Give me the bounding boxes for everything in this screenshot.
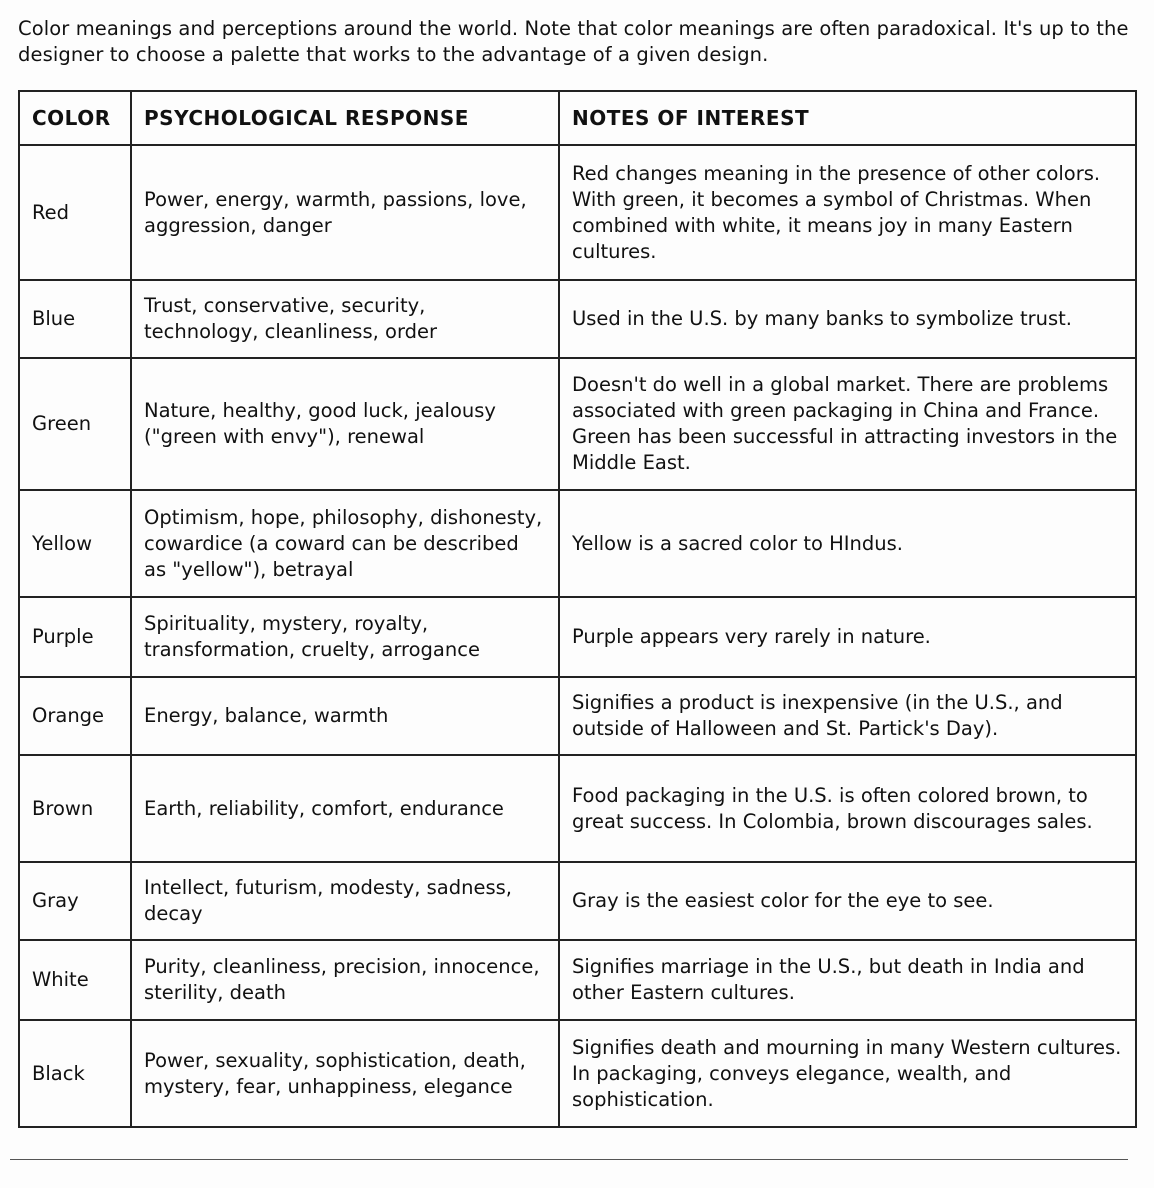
psychological-response: Spirituality, mystery, royalty, transformation, cruelty, arrogance	[131, 597, 559, 677]
notes-of-interest: Doesn't do well in a global market. There are problems associated with green packaging in China and France. Green has been successful in attracting investors in the Middle East.	[559, 358, 1136, 490]
color-name: White	[19, 940, 131, 1020]
table-row-black	[19, 1020, 1136, 1127]
color-meanings-table	[18, 90, 1137, 1128]
color-name: Yellow	[19, 490, 131, 597]
color-name: Brown	[19, 755, 131, 862]
table-row-yellow	[19, 490, 1136, 597]
psychological-response: Nature, healthy, good luck, jealousy ("green with envy"), renewal	[131, 358, 559, 490]
bottom-divider	[10, 1159, 1128, 1160]
notes-of-interest: Signifies death and mourning in many Western cultures. In packaging, conveys elegance, wealth, and sophistication.	[559, 1020, 1136, 1127]
psychological-response: Optimism, hope, philosophy, dishonesty, cowardice (a coward can be described as "yellow"), betrayal	[131, 490, 559, 597]
table-row-blue	[19, 280, 1136, 358]
color-name: Purple	[19, 597, 131, 677]
header-psychological-response: PSYCHOLOGICAL RESPONSE	[131, 91, 559, 145]
psychological-response: Purity, cleanliness, precision, innocence, sterility, death	[131, 940, 559, 1020]
header-notes-of-interest: NOTES OF INTEREST	[559, 91, 1136, 145]
table-row-white	[19, 940, 1136, 1020]
psychological-response: Power, sexuality, sophistication, death, mystery, fear, unhappiness, elegance	[131, 1020, 559, 1127]
psychological-response: Trust, conservative, security, technology, cleanliness, order	[131, 280, 559, 358]
notes-of-interest: Food packaging in the U.S. is often colored brown, to great success. In Colombia, brown discourages sales.	[559, 755, 1136, 862]
color-name: Gray	[19, 862, 131, 940]
notes-of-interest: Red changes meaning in the presence of other colors. With green, it becomes a symbol of Christmas. When combined with white, it means joy in many Eastern cultures.	[559, 145, 1136, 280]
notes-of-interest: Gray is the easiest color for the eye to see.	[559, 862, 1136, 940]
notes-of-interest: Signifies marriage in the U.S., but death in India and other Eastern cultures.	[559, 940, 1136, 1020]
table-row-purple	[19, 597, 1136, 677]
table-row-red	[19, 145, 1136, 280]
notes-of-interest: Yellow is a sacred color to HIndus.	[559, 490, 1136, 597]
notes-of-interest: Purple appears very rarely in nature.	[559, 597, 1136, 677]
intro-paragraph: Color meanings and perceptions around the world. Note that color meanings are often paradoxical. It's up to the designer to choose a palette that works to the advantage of a given design.	[18, 17, 1129, 66]
color-name: Black	[19, 1020, 131, 1127]
color-name: Blue	[19, 280, 131, 358]
color-name: Red	[19, 145, 131, 280]
psychological-response: Power, energy, warmth, passions, love, aggression, danger	[131, 145, 559, 280]
table-row-gray	[19, 862, 1136, 940]
psychological-response: Energy, balance, warmth	[131, 677, 559, 755]
table-header-row	[19, 91, 1136, 145]
notes-of-interest: Signifies a product is inexpensive (in the U.S., and outside of Halloween and St. Partick's Day).	[559, 677, 1136, 755]
psychological-response: Earth, reliability, comfort, endurance	[131, 755, 559, 862]
color-name: Green	[19, 358, 131, 490]
table-row-brown	[19, 755, 1136, 862]
table-row-green	[19, 358, 1136, 490]
header-color: COLOR	[19, 91, 131, 145]
psychological-response: Intellect, futurism, modesty, sadness, decay	[131, 862, 559, 940]
notes-of-interest: Used in the U.S. by many banks to symbolize trust.	[559, 280, 1136, 358]
table-row-orange	[19, 677, 1136, 755]
color-name: Orange	[19, 677, 131, 755]
